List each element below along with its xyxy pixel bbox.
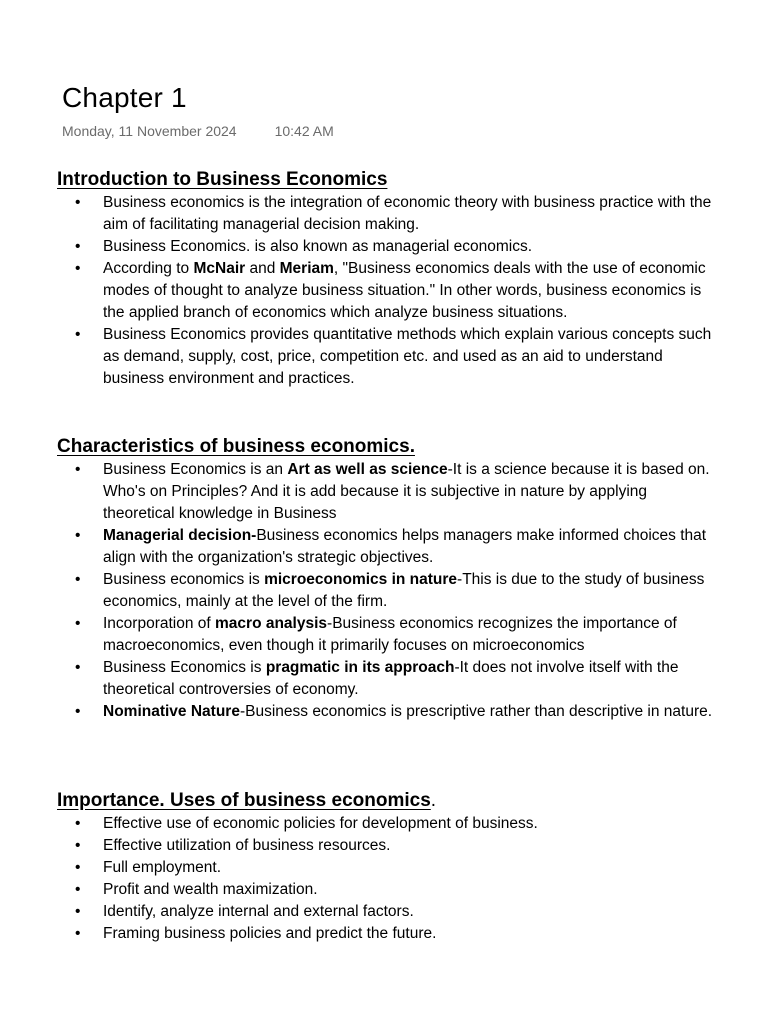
list-item bbox=[57, 657, 717, 701]
page-date: Monday, 11 November 2024 bbox=[62, 123, 237, 139]
list-item bbox=[57, 324, 717, 390]
body-text: Framing business policies and predict the future. bbox=[103, 925, 437, 942]
body-text: Business economics is the integration of economic theory with business practice with the aim of facilitating managerial decision making. bbox=[103, 194, 712, 233]
bold-text: pragmatic in its approach bbox=[265, 659, 455, 676]
body-text: Business economics is bbox=[103, 571, 265, 588]
body-text: Business economics helps managers make informed choices that align with the organization's strategic objectives. bbox=[103, 527, 707, 566]
list-item bbox=[57, 923, 717, 945]
body-text: -This is due to the study of business economics, mainly at the level of the firm. bbox=[103, 571, 705, 610]
body-text: and bbox=[245, 260, 280, 277]
bullet-dot-icon: • bbox=[75, 659, 81, 676]
body-text: Full employment. bbox=[103, 859, 222, 876]
bullet-dot-icon: • bbox=[75, 326, 81, 343]
body-text: Business Economics is an bbox=[103, 461, 288, 478]
list-item bbox=[57, 857, 717, 879]
bullet-list bbox=[57, 192, 717, 390]
bullet-dot-icon: • bbox=[75, 925, 81, 942]
list-item bbox=[57, 835, 717, 857]
list-item bbox=[57, 525, 717, 569]
body-text: Effective use of economic policies for development of business. bbox=[103, 815, 538, 832]
list-item bbox=[57, 879, 717, 901]
bold-text: Meriam bbox=[279, 260, 334, 277]
bullet-list bbox=[57, 813, 717, 945]
bold-text: Nominative Nature bbox=[103, 703, 240, 720]
section-heading: Introduction to Business Economics bbox=[57, 169, 388, 190]
body-text: Effective utilization of business resources. bbox=[103, 837, 391, 854]
bold-text: Art as well as science bbox=[287, 461, 448, 478]
body-text: -It does not involve itself with the theoretical controversies of economy. bbox=[103, 659, 679, 698]
list-item bbox=[57, 613, 717, 657]
body-text: According to bbox=[103, 260, 194, 277]
bold-text: microeconomics in nature bbox=[264, 571, 458, 588]
page-timestamp bbox=[62, 122, 334, 140]
section-introduction bbox=[57, 168, 717, 390]
bullet-dot-icon: • bbox=[75, 194, 81, 211]
list-item bbox=[57, 236, 717, 258]
list-item bbox=[57, 192, 717, 236]
bullet-dot-icon: • bbox=[75, 238, 81, 255]
list-item bbox=[57, 813, 717, 835]
body-text: Profit and wealth maximization. bbox=[103, 881, 318, 898]
bold-text: macro analysis bbox=[215, 615, 328, 632]
body-text: Business Economics. is also known as managerial economics. bbox=[103, 238, 533, 255]
bullet-dot-icon: • bbox=[75, 571, 81, 588]
section-characteristics bbox=[57, 435, 717, 723]
bullet-dot-icon: • bbox=[75, 260, 81, 277]
bold-text: Managerial decision- bbox=[103, 527, 257, 544]
body-text: Business Economics is bbox=[103, 659, 266, 676]
section-importance bbox=[57, 789, 717, 945]
body-text: -It is a science because it is based on. Who's on Principles? And it is add because it is subjective in nature by applying theoretical knowledge in Business bbox=[103, 461, 710, 522]
list-item bbox=[57, 258, 717, 324]
body-text: , "Business economics deals with the use of economic modes of thought to analyze business situation." In other words, business economics is the applied branch of economics which analyze business situations. bbox=[103, 260, 706, 321]
bullet-dot-icon: • bbox=[75, 815, 81, 832]
bullet-list bbox=[57, 459, 717, 723]
page-time: 10:42 AM bbox=[274, 123, 334, 139]
list-item bbox=[57, 459, 717, 525]
body-text: Business Economics provides quantitative methods which explain various concepts such as demand, supply, cost, price, competition etc. and used as an aid to understand business environment and practices. bbox=[103, 326, 712, 387]
bullet-dot-icon: • bbox=[75, 859, 81, 876]
section-heading: Characteristics of business economics. bbox=[57, 436, 415, 457]
list-item bbox=[57, 901, 717, 923]
bullet-dot-icon: • bbox=[75, 881, 81, 898]
bullet-dot-icon: • bbox=[75, 837, 81, 854]
body-text: -Business economics recognizes the importance of macroeconomics, even though it primarily focuses on microeconomics bbox=[103, 615, 677, 654]
page-title: Chapter 1 bbox=[62, 82, 187, 113]
body-text: -Business economics is prescriptive rather than descriptive in nature. bbox=[239, 703, 713, 720]
section-heading: Importance. Uses of business economics bbox=[57, 790, 431, 811]
body-text: Identify, analyze internal and external factors. bbox=[103, 903, 414, 920]
bullet-dot-icon: • bbox=[75, 903, 81, 920]
section-heading-suffix: . bbox=[430, 790, 437, 811]
bold-text: McNair bbox=[193, 260, 246, 277]
bullet-dot-icon: • bbox=[75, 703, 81, 720]
bullet-dot-icon: • bbox=[75, 461, 81, 478]
bullet-dot-icon: • bbox=[75, 615, 81, 632]
bullet-dot-icon: • bbox=[75, 527, 81, 544]
body-text: Incorporation of bbox=[103, 615, 216, 632]
list-item bbox=[57, 569, 717, 613]
list-item bbox=[57, 701, 717, 723]
